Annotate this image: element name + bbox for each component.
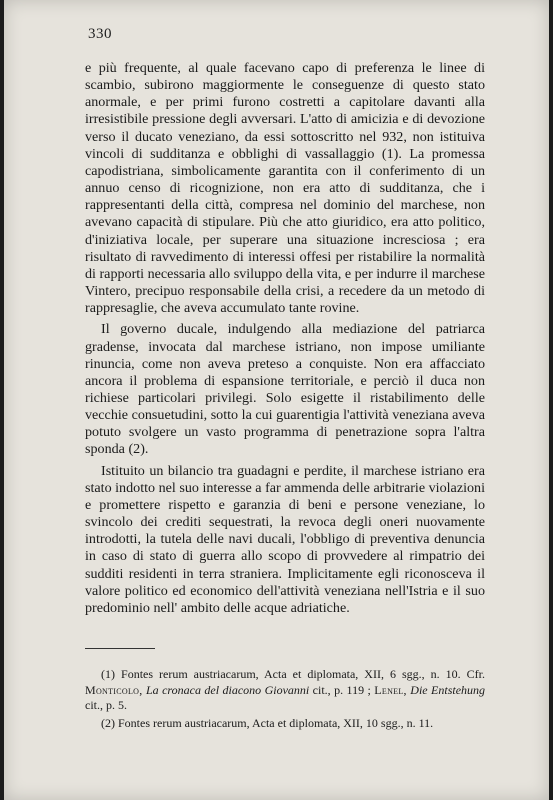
footnote-author: Lenel, xyxy=(374,682,407,697)
footnote xyxy=(85,716,485,732)
footnote xyxy=(85,667,485,714)
footnotes xyxy=(85,648,485,733)
page-number: 330 xyxy=(88,26,112,42)
footnote-title: La cronaca del diacono Giovanni xyxy=(146,682,310,697)
footnote-text: Fontes rerum austriacarum, Acta et diplomata, XII, 10 sgg., n. 11. xyxy=(118,715,434,730)
paragraph: e più frequente, al quale facevano capo di preferenza le linee di scambio, subirono maggiormente le conseguenze di questo stato anormale, e per primi furono costretti a capitolare davanti alla irresistibile pressione degli avversari. L'atto di amicizia e di devozione verso il ducato veneziano, da essi sottoscritto nel 932, non istituiva vincoli di sudditanza e obblighi di vassallaggio (1). La promessa capodistriana, simbolicamente garantita con il conferimento di un annuo censo di ricognizione, non era atto di sudditanza, che i rappresentanti della città, compresa nel dominio del marchese, non avevano capacità di stipulare. Più che atto giuridico, era atto politico, d'iniziativa locale, per superare una situazione incresciosa ; era risultato di ravvedimento di interessi offesi per ristabilire la normalità di rapporti necessaria allo sviluppo della vita, e per indurre il marchese Vintero, precipuo responsabile della crisi, a recedere da un metodo di rappresaglie, che aveva accumulato tante rovine. xyxy=(85,60,485,317)
footnote-separator xyxy=(85,648,155,649)
footnote-text: cit., p. 5. xyxy=(85,698,127,712)
footnote-marker: (2) xyxy=(101,715,115,730)
footnote-text: cit., p. 119 ; xyxy=(312,682,371,697)
footnote-text: Fontes rerum austriacarum, Acta et diplomata, XII, 6 sgg., n. 10. Cfr. xyxy=(121,667,485,681)
footnote-title: Die Entstehung xyxy=(410,682,486,697)
paragraph: Il governo ducale, indulgendo alla mediazione del patriarca gradense, invocata dal marchese istriano, non impose umiliante rinuncia, come non aveva preteso a conquiste. Non era affacciato ancora il problema di espansione territoriale, e perciò il duca non richiese particolari privilegi. Solo esigette il ristabilimento delle vecchie consuetudini, sotto la cui guarentigia l'attività veneziana aveva potuto svolgere un vasto programma di penetrazione sopra l'altra sponda (2). xyxy=(85,321,485,458)
footnote-marker: (1) xyxy=(101,667,115,681)
paragraph: Istituito un bilancio tra guadagni e perdite, il marchese istriano era stato indotto nel suo interesse a far ammenda delle arbitrarie violazioni e promettere rispetto e garanzia di beni e persone veneziane, lo svincolo dei crediti sequestrati, la revoca degli oneri nuovamente introdotti, la tutela delle navi ducali, l'obbligo di preventiva denuncia in caso di stato di guerra allo scopo di provvedere al rimpatrio dei sudditi residenti in terra straniera. Implicitamente egli riconosceva il valore politico ed economico dell'attività veneziana nell'Istria e il suo predominio nell' ambito delle acque adriatiche. xyxy=(85,462,485,616)
footnote-author: Monticolo, xyxy=(85,682,143,697)
body-text xyxy=(85,60,485,617)
book-page xyxy=(4,0,549,800)
